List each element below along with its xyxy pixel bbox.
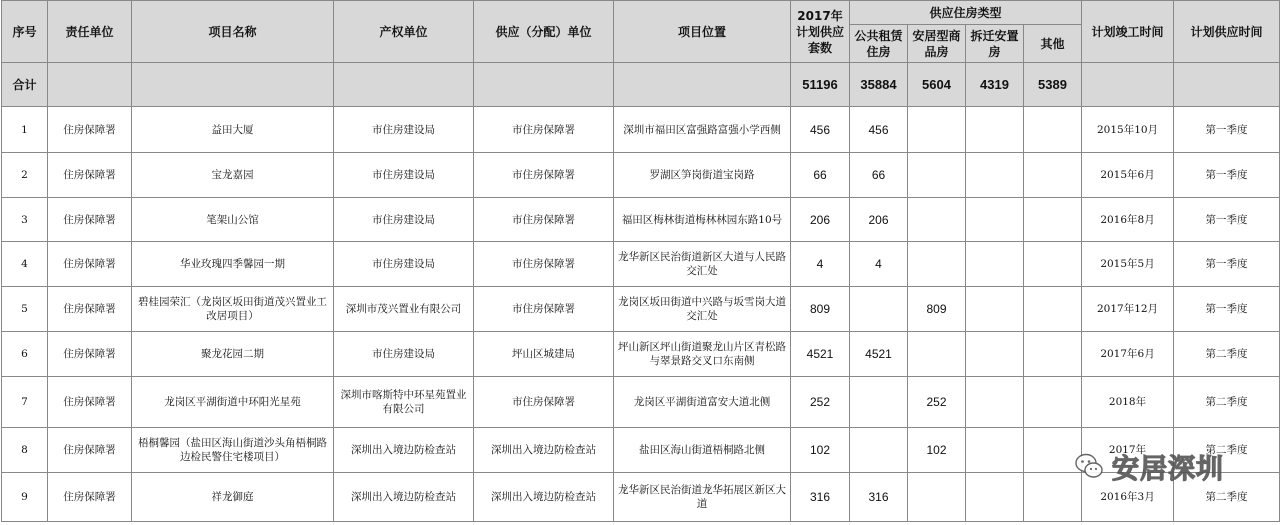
- summary-row: [2, 63, 1280, 107]
- row-location: 坪山新区坪山街道聚龙山片区青松路与翠景路交叉口东南侧: [614, 332, 791, 377]
- row-name: 益田大厦: [132, 107, 334, 153]
- row-relocate: [966, 377, 1024, 428]
- row-public: 4: [850, 242, 908, 287]
- row-owner: 深圳市茂兴置业有限公司: [334, 287, 474, 332]
- row-supplier: 市住房保障署: [474, 153, 614, 198]
- table-row: [2, 242, 1280, 287]
- row-public: 316: [850, 473, 908, 522]
- row-unit: 住房保障署: [48, 332, 132, 377]
- row-complete-time: 2018年: [1082, 377, 1174, 428]
- row-seq: 3: [2, 198, 48, 242]
- row-supply-time: 第二季度: [1174, 428, 1280, 473]
- row-location: 龙岗区坂田街道中兴路与坂雪岗大道交汇处: [614, 287, 791, 332]
- row-supplier: 市住房保障署: [474, 107, 614, 153]
- row-other: [1024, 473, 1082, 522]
- row-public: [850, 287, 908, 332]
- row-anju: [908, 242, 966, 287]
- row-supplier: 深圳出入境边防检查站: [474, 428, 614, 473]
- summary-relocate: 4319: [966, 63, 1024, 107]
- summary-label: 合计: [2, 63, 48, 107]
- row-unit: 住房保障署: [48, 287, 132, 332]
- row-relocate: [966, 287, 1024, 332]
- row-location: 盐田区海山街道梧桐路北侧: [614, 428, 791, 473]
- summary-public: 35884: [850, 63, 908, 107]
- row-complete-time: 2017年12月: [1082, 287, 1174, 332]
- row-seq: 5: [2, 287, 48, 332]
- table-row: [2, 107, 1280, 153]
- row-name: 梧桐馨园（盐田区海山街道沙头角梧桐路边检民警住宅楼项目）: [132, 428, 334, 473]
- row-supply-time: 第二季度: [1174, 377, 1280, 428]
- row-relocate: [966, 153, 1024, 198]
- row-total: 66: [791, 153, 850, 198]
- row-total: 4: [791, 242, 850, 287]
- row-location: 深圳市福田区富强路富强小学西侧: [614, 107, 791, 153]
- row-location: 龙岗区平湖街道富安大道北侧: [614, 377, 791, 428]
- row-supplier: 市住房保障署: [474, 287, 614, 332]
- row-complete-time: 2016年3月: [1082, 473, 1174, 522]
- row-location: 龙华新区民治街道龙华拓展区新区大道: [614, 473, 791, 522]
- row-supply-time: 第一季度: [1174, 287, 1280, 332]
- row-other: [1024, 428, 1082, 473]
- row-owner: 市住房建设局: [334, 198, 474, 242]
- row-other: [1024, 198, 1082, 242]
- row-total: 206: [791, 198, 850, 242]
- row-complete-time: 2015年5月: [1082, 242, 1174, 287]
- header-location: 项目位置: [614, 1, 791, 63]
- row-supply-time: 第一季度: [1174, 107, 1280, 153]
- row-total: 316: [791, 473, 850, 522]
- header-name: 项目名称: [132, 1, 334, 63]
- row-anju: [908, 198, 966, 242]
- row-seq: 6: [2, 332, 48, 377]
- row-unit: 住房保障署: [48, 377, 132, 428]
- row-relocate: [966, 107, 1024, 153]
- header-complete-time: 计划竣工时间: [1082, 1, 1174, 63]
- row-seq: 4: [2, 242, 48, 287]
- row-anju: 809: [908, 287, 966, 332]
- row-unit: 住房保障署: [48, 428, 132, 473]
- row-owner: 市住房建设局: [334, 153, 474, 198]
- table-row: [2, 153, 1280, 198]
- row-owner: 深圳出入境边防检查站: [334, 428, 474, 473]
- summary-total: 51196: [791, 63, 850, 107]
- row-supply-time: 第二季度: [1174, 332, 1280, 377]
- row-seq: 7: [2, 377, 48, 428]
- summary-anju: 5604: [908, 63, 966, 107]
- header-unit: 责任单位: [48, 1, 132, 63]
- row-supplier: 市住房保障署: [474, 242, 614, 287]
- header-supply-time: 计划供应时间: [1174, 1, 1280, 63]
- watermark-text: 安居深圳: [1112, 453, 1224, 485]
- row-public: [850, 377, 908, 428]
- row-owner: 市住房建设局: [334, 242, 474, 287]
- summary-other: 5389: [1024, 63, 1082, 107]
- table-row: [2, 332, 1280, 377]
- row-seq: 9: [2, 473, 48, 522]
- table-row: [2, 377, 1280, 428]
- row-public: 4521: [850, 332, 908, 377]
- row-total: 809: [791, 287, 850, 332]
- row-location: 罗湖区笋岗街道宝岗路: [614, 153, 791, 198]
- row-unit: 住房保障署: [48, 473, 132, 522]
- row-seq: 1: [2, 107, 48, 153]
- row-complete-time: 2015年10月: [1082, 107, 1174, 153]
- table-row: [2, 287, 1280, 332]
- row-relocate: [966, 428, 1024, 473]
- row-total: 102: [791, 428, 850, 473]
- row-unit: 住房保障署: [48, 242, 132, 287]
- housing-supply-table: [1, 0, 1280, 522]
- row-supplier: 市住房保障署: [474, 198, 614, 242]
- row-other: [1024, 107, 1082, 153]
- header-type-anju: 安居型商品房: [908, 25, 966, 63]
- watermark: [1074, 446, 1224, 486]
- row-owner: 深圳出入境边防检查站: [334, 473, 474, 522]
- row-other: [1024, 242, 1082, 287]
- header-type-relocate: 拆迁安置房: [966, 25, 1024, 63]
- header-supplier: 供应（分配）单位: [474, 1, 614, 63]
- row-unit: 住房保障署: [48, 198, 132, 242]
- row-complete-time: 2016年8月: [1082, 198, 1174, 242]
- row-supply-time: 第二季度: [1174, 473, 1280, 522]
- row-complete-time: 2015年6月: [1082, 153, 1174, 198]
- row-relocate: [966, 198, 1024, 242]
- row-seq: 2: [2, 153, 48, 198]
- row-total: 252: [791, 377, 850, 428]
- row-total: 456: [791, 107, 850, 153]
- row-relocate: [966, 473, 1024, 522]
- table-row: [2, 198, 1280, 242]
- wechat-icon: [1074, 451, 1104, 481]
- header-owner: 产权单位: [334, 1, 474, 63]
- row-anju: 102: [908, 428, 966, 473]
- row-owner: 市住房建设局: [334, 332, 474, 377]
- row-complete-time: 2017年: [1082, 428, 1174, 473]
- row-owner: 深圳市喀斯特中环星苑置业有限公司: [334, 377, 474, 428]
- row-supplier: 坪山区城建局: [474, 332, 614, 377]
- header-type-other: 其他: [1024, 25, 1082, 63]
- row-public: 66: [850, 153, 908, 198]
- row-public: 456: [850, 107, 908, 153]
- header-type-public: 公共租赁住房: [850, 25, 908, 63]
- row-other: [1024, 153, 1082, 198]
- row-relocate: [966, 242, 1024, 287]
- row-name: 华业玫瑰四季馨园一期: [132, 242, 334, 287]
- row-complete-time: 2017年6月: [1082, 332, 1174, 377]
- row-public: 206: [850, 198, 908, 242]
- row-supplier: 市住房保障署: [474, 377, 614, 428]
- row-name: 祥龙御庭: [132, 473, 334, 522]
- row-anju: 252: [908, 377, 966, 428]
- row-supply-time: 第一季度: [1174, 242, 1280, 287]
- row-name: 碧桂园荣汇（龙岗区坂田街道茂兴置业工改居项目）: [132, 287, 334, 332]
- row-other: [1024, 287, 1082, 332]
- row-anju: [908, 332, 966, 377]
- row-other: [1024, 377, 1082, 428]
- row-other: [1024, 332, 1082, 377]
- row-name: 笔架山公馆: [132, 198, 334, 242]
- row-supply-time: 第一季度: [1174, 198, 1280, 242]
- row-name: 宝龙嘉园: [132, 153, 334, 198]
- row-name: 聚龙花园二期: [132, 332, 334, 377]
- row-anju: [908, 153, 966, 198]
- row-unit: 住房保障署: [48, 107, 132, 153]
- header-types-group: 供应住房类型: [850, 1, 1082, 25]
- row-location: 龙华新区民治街道新区大道与人民路交汇处: [614, 242, 791, 287]
- row-seq: 8: [2, 428, 48, 473]
- row-public: [850, 428, 908, 473]
- row-location: 福田区梅林街道梅林林园东路10号: [614, 198, 791, 242]
- header-seq: 序号: [2, 1, 48, 63]
- row-anju: [908, 107, 966, 153]
- row-unit: 住房保障署: [48, 153, 132, 198]
- row-name: 龙岗区平湖街道中环阳光星苑: [132, 377, 334, 428]
- row-supplier: 深圳出入境边防检查站: [474, 473, 614, 522]
- row-relocate: [966, 332, 1024, 377]
- row-total: 4521: [791, 332, 850, 377]
- row-owner: 市住房建设局: [334, 107, 474, 153]
- row-anju: [908, 473, 966, 522]
- header-plan-total: 2017年计划供应套数: [791, 1, 850, 63]
- header-row-1: [2, 1, 1280, 25]
- row-supply-time: 第一季度: [1174, 153, 1280, 198]
